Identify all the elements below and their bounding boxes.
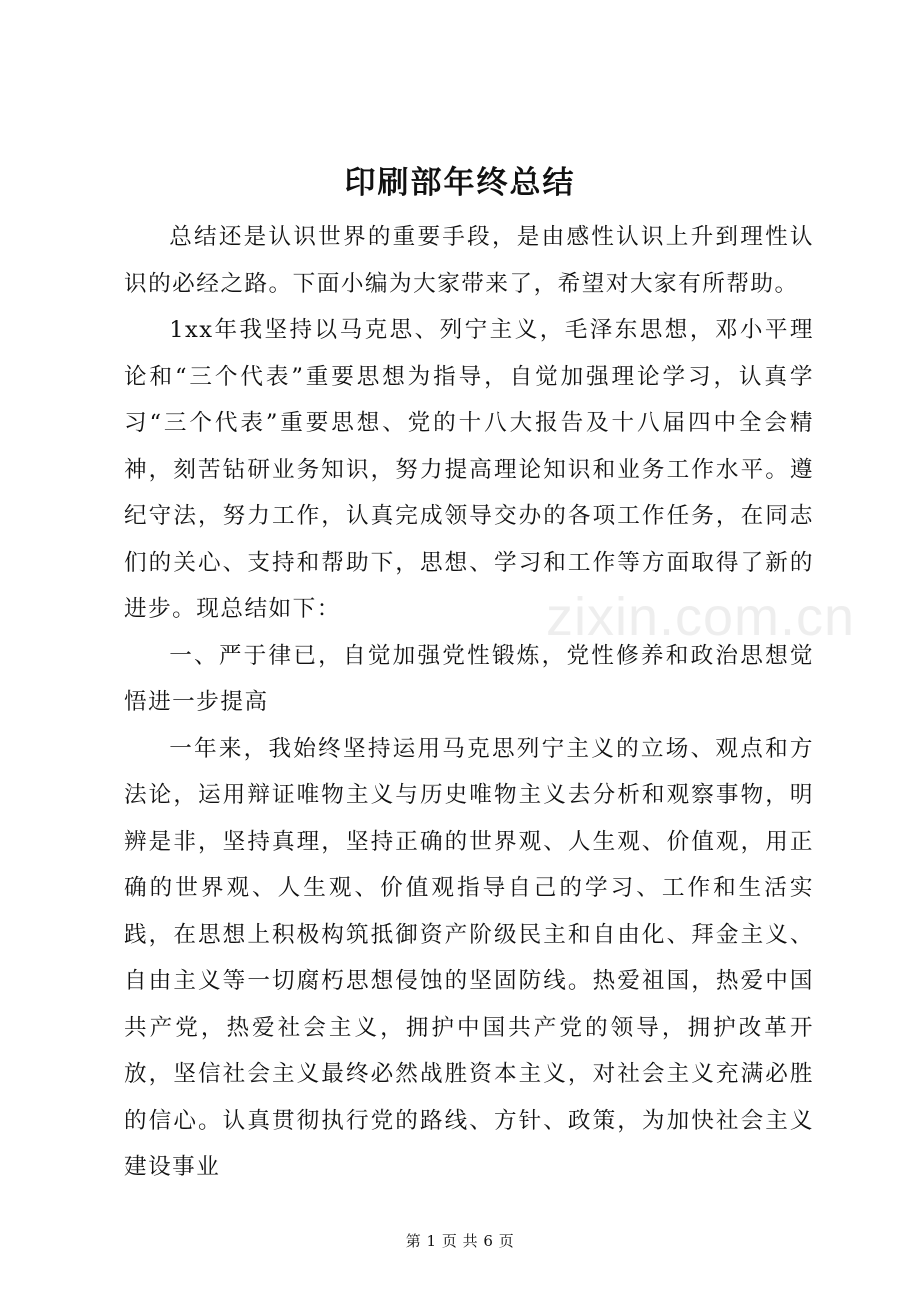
paragraph-intro: 总结还是认识世界的重要手段，是由感性认识上升到理性认识的必经之路。下面小编为大家带来了，希望对大家有所帮助。	[124, 224, 814, 297]
document-title: 印刷部年终总结	[344, 165, 576, 201]
paragraph-section-1: 一年来，我始终坚持运用马克思列宁主义的立场、观点和方法论，运用辩证唯物主义与历史唯物主义去分析和观察事物，明辨是非，坚持真理，坚持正确的世界观、人生观、价值观，用正确的世界观、人生观、价值观指导自己的学习、工作和生活实践，在思想上积极构筑抵御资产阶级民主和自由化、拜金主义、自由主义等一切腐朽思想侵蚀的坚固防线。热爱祖国，热爱中国共产党，热爱社会主义，拥护中国共产党的领导，拥护改革开放，坚信社会主义最终必然战胜资本主义，对社会主义充满必胜的信心。认真贯彻执行党的路线、方针、政策，为加快社会主义建设事业	[124, 735, 814, 1180]
watermark: zixin.com.cn	[546, 587, 856, 647]
page-number-footer: 第 1 页 共 6 页	[405, 1232, 515, 1250]
paragraph-summary: 1xx年我坚持以马克思、列宁主义，毛泽东思想，邓小平理论和“三个代表”重要思想为指导，自觉加强理论学习，认真学习“三个代表”重要思想、党的十八大报告及十八届四中全会精神，刻苦钻研业务知识，努力提高理论知识和业务工作水平。遵纪守法，努力工作，认真完成领导交办的各项工作任务，在同志们的关心、支持和帮助下，思想、学习和工作等方面取得了新的进步。现总结如下：	[124, 317, 814, 622]
section-heading-1: 一、严于律已，自觉加强党性锻炼，党性修养和政治思想觉悟进一步提高	[124, 642, 814, 715]
document-body	[124, 214, 814, 1191]
